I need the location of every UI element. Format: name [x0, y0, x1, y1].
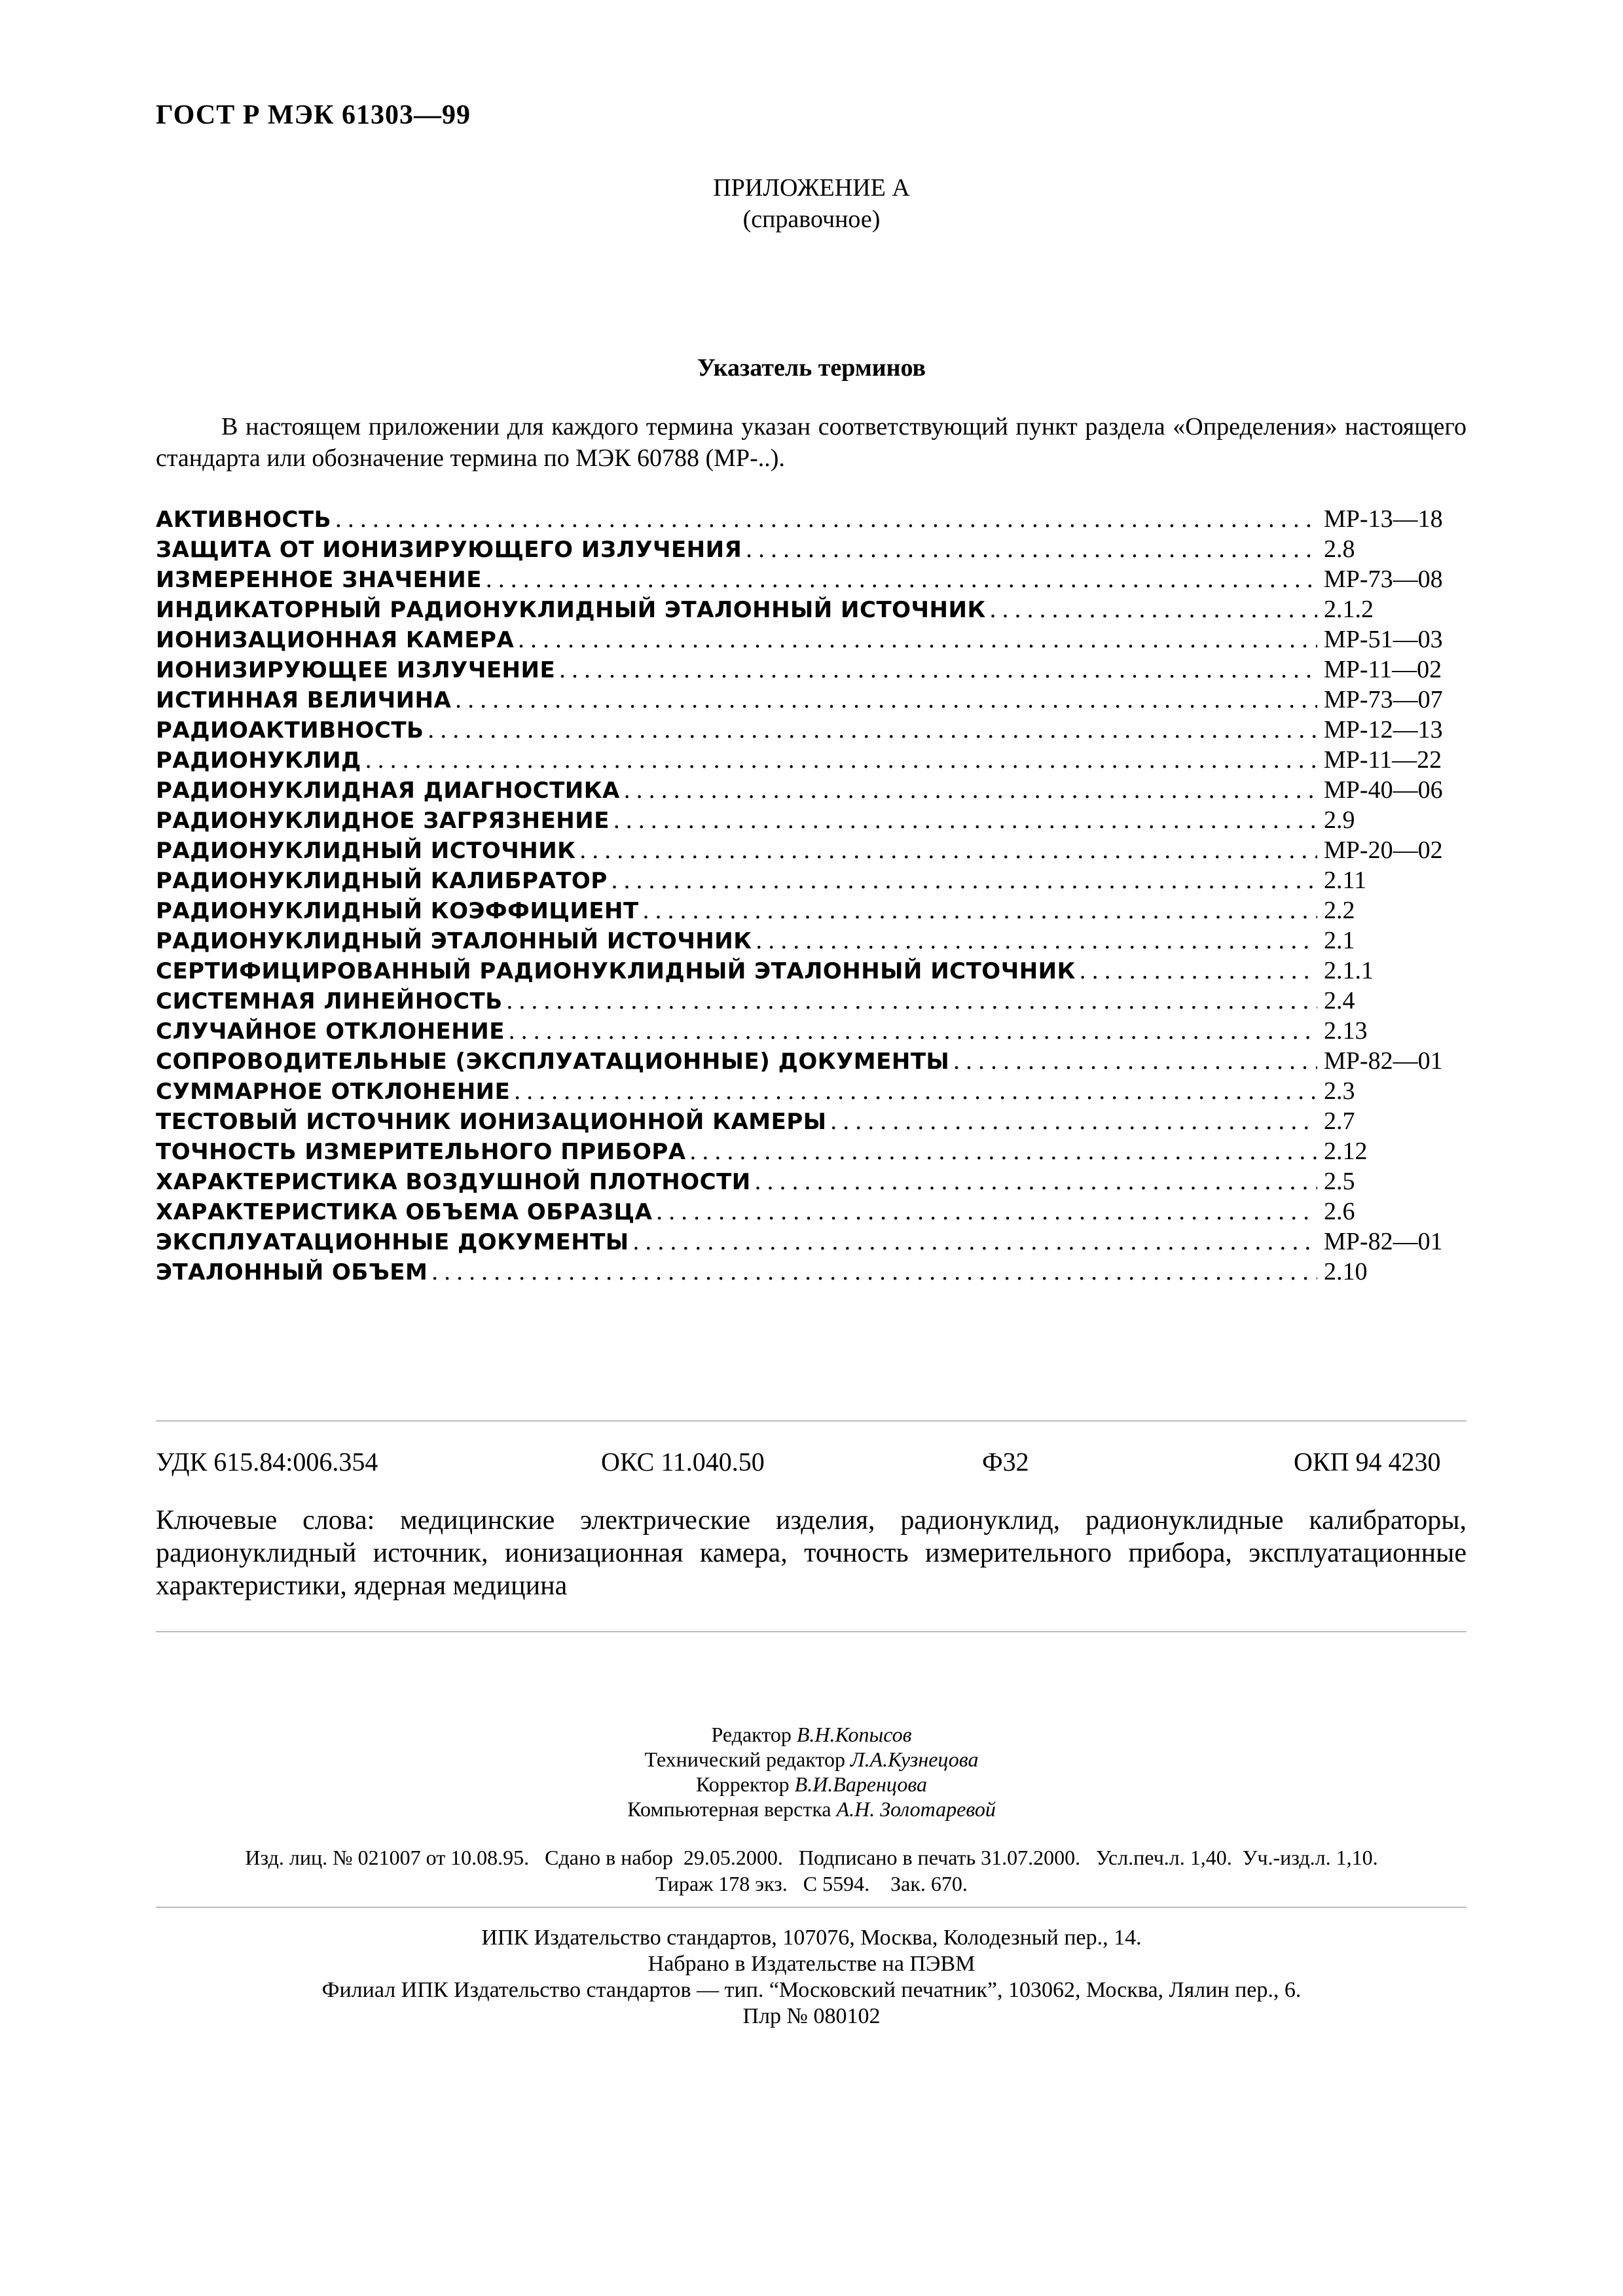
term-reference: МР-40—06 — [1324, 776, 1443, 804]
annex-title: ПРИЛОЖЕНИЕ А — [713, 174, 910, 202]
okp-code: ОКП 94 4230 — [1294, 1447, 1441, 1477]
dot-leader — [335, 504, 1317, 534]
dot-leader — [1080, 956, 1317, 986]
credit-name: А.Н. Золотаревой — [836, 1797, 996, 1821]
dot-leader — [518, 624, 1317, 655]
term-name: ИСТИННАЯ ВЕЛИЧИНА — [156, 687, 452, 713]
term-row — [156, 1076, 1467, 1106]
term-name: ЭКСПЛУАТАЦИОННЫЕ ДОКУМЕНТЫ — [156, 1229, 629, 1255]
term-reference: МР-20—02 — [1324, 836, 1443, 864]
annex-subtitle: (справочное) — [742, 206, 881, 233]
term-reference: МР-73—08 — [1324, 565, 1443, 593]
term-reference: 2.12 — [1324, 1138, 1368, 1165]
term-reference: 2.1.2 — [1324, 596, 1374, 623]
dot-leader — [455, 685, 1317, 715]
term-row — [156, 865, 1467, 895]
dot-leader — [365, 745, 1317, 775]
dot-leader — [507, 986, 1317, 1016]
term-row — [156, 1166, 1467, 1196]
credit-label: Редактор — [711, 1723, 792, 1746]
term-name: ИОНИЗАЦИОННАЯ КАМЕРА — [156, 627, 515, 653]
term-reference: 2.13 — [1324, 1017, 1368, 1045]
keywords: Ключевые слова: медицинские электрические изделия, радионуклид, радионуклидные калибраторы, радионуклидный источник, ионизационная камера, точность измерительного прибора, эксплуатационные характеристики, ядерная медицина — [156, 1505, 1467, 1601]
term-row — [156, 956, 1467, 986]
term-row — [156, 775, 1467, 805]
dot-leader — [624, 775, 1317, 805]
term-name: ЗАЩИТА ОТ ИОНИЗИРУЮЩЕГО ИЗЛУЧЕНИЯ — [156, 537, 742, 563]
credit-layout — [0, 1797, 1623, 1821]
dot-leader — [643, 895, 1317, 925]
term-row — [156, 534, 1467, 564]
term-row — [156, 1016, 1467, 1046]
term-name: РАДИОНУКЛИДНЫЙ ИСТОЧНИК — [156, 838, 576, 864]
term-name: ИЗМЕРЕННОЕ ЗНАЧЕНИЕ — [156, 567, 482, 593]
term-row — [156, 1196, 1467, 1227]
dot-leader — [633, 1227, 1317, 1257]
term-name: РАДИОНУКЛИДНЫЙ КОЭФФИЦИЕНТ — [156, 898, 639, 924]
term-name: РАДИОНУКЛИД — [156, 747, 361, 774]
imprint-line-2: Тираж 178 экз. С 5594. Зак. 670. — [655, 1872, 968, 1895]
term-name: СУММАРНОЕ ОТКЛОНЕНИЕ — [156, 1079, 511, 1105]
dot-leader — [579, 835, 1317, 865]
dot-leader — [746, 534, 1317, 564]
dot-leader — [559, 655, 1317, 685]
divider — [156, 1631, 1467, 1632]
term-reference: 2.1 — [1324, 927, 1355, 954]
imprint-line-1: Изд. лиц. № 021007 от 10.08.95. Сдано в набор 29.05.2000. Подписано в печать 31.07.2000. Усл.печ.л. 1,40. Уч.-изд.л. 1,10. — [245, 1846, 1378, 1869]
term-row — [156, 895, 1467, 925]
footer-line-2: Набрано в Издательстве на ПЭВМ — [647, 1952, 976, 1976]
term-reference: 2.3 — [1324, 1077, 1355, 1105]
terms-list — [156, 504, 1467, 1287]
term-row — [156, 564, 1467, 594]
term-name: РАДИОНУКЛИДНЫЙ КАЛИБРАТОР — [156, 868, 608, 894]
term-reference: 2.6 — [1324, 1198, 1355, 1225]
term-name: РАДИОАКТИВНОСТЬ — [156, 717, 424, 744]
index-intro-text: В настоящем приложении для каждого термина указан соответствующий пункт раздела «Определения» настоящего стандарта или обозначение термина по МЭК 60788 (МР-..). — [156, 413, 1467, 472]
credit-label: Технический редактор — [644, 1748, 845, 1771]
term-name: СЛУЧАЙНОЕ ОТКЛОНЕНИЕ — [156, 1018, 505, 1045]
term-row — [156, 925, 1467, 956]
term-reference: 2.11 — [1324, 867, 1367, 894]
oks-code: ОКС 11.040.50 — [601, 1447, 765, 1477]
term-name: СЕРТИФИЦИРОВАННЫЙ РАДИОНУКЛИДНЫЙ ЭТАЛОННЫЙ ИСТОЧНИК — [156, 958, 1076, 984]
term-name: СИСТЕМНАЯ ЛИНЕЙНОСТЬ — [156, 988, 503, 1014]
term-reference: МР-73—07 — [1324, 686, 1443, 713]
dot-leader — [756, 925, 1318, 956]
term-reference: МР-13—18 — [1324, 505, 1443, 533]
index-title: Указатель терминов — [697, 354, 926, 382]
dot-leader — [690, 1136, 1317, 1166]
term-reference: 2.4 — [1324, 987, 1355, 1014]
credit-corrector — [0, 1772, 1623, 1797]
classifier-code: Ф32 — [982, 1447, 1029, 1477]
term-name: РАДИОНУКЛИДНОЕ ЗАГРЯЗНЕНИЕ — [156, 808, 610, 834]
dot-leader — [486, 564, 1317, 594]
term-reference: 2.2 — [1324, 897, 1355, 924]
term-row — [156, 624, 1467, 655]
term-row — [156, 1136, 1467, 1166]
term-name: ХАРАКТЕРИСТИКА ОБЪЕМА ОБРАЗЦА — [156, 1199, 653, 1225]
term-name: СОПРОВОДИТЕЛЬНЫЕ (ЭКСПЛУАТАЦИОННЫЕ) ДОКУМЕНТЫ — [156, 1049, 950, 1075]
term-row — [156, 655, 1467, 685]
term-name: АКТИВНОСТЬ — [156, 507, 332, 533]
index-intro — [156, 411, 1467, 474]
term-row — [156, 1257, 1467, 1287]
term-reference: МР-51—03 — [1324, 626, 1443, 653]
dot-leader — [509, 1016, 1317, 1046]
credit-name: В.Н.Копысов — [796, 1723, 912, 1746]
credit-tech-editor — [0, 1748, 1623, 1772]
dot-leader — [830, 1106, 1317, 1136]
term-row — [156, 594, 1467, 624]
term-row — [156, 685, 1467, 715]
standard-header: ГОСТ Р МЭК 61303—99 — [156, 100, 471, 130]
term-row — [156, 1227, 1467, 1257]
dot-leader — [755, 1166, 1317, 1196]
credit-label: Компьютерная верстка — [627, 1797, 831, 1821]
term-reference: 2.1.1 — [1324, 957, 1374, 984]
credit-label: Корректор — [696, 1772, 790, 1796]
term-row — [156, 835, 1467, 865]
dot-leader — [514, 1076, 1317, 1106]
udk-code: УДК 615.84:006.354 — [156, 1447, 378, 1477]
term-row — [156, 986, 1467, 1016]
term-row — [156, 504, 1467, 534]
dot-leader — [428, 715, 1317, 745]
divider — [156, 1420, 1467, 1422]
term-reference: 2.7 — [1324, 1107, 1355, 1135]
dot-leader — [611, 865, 1317, 895]
credit-editor — [0, 1723, 1623, 1747]
term-reference: МР-11—22 — [1324, 746, 1442, 774]
term-row — [156, 1046, 1467, 1076]
term-row — [156, 745, 1467, 775]
footer-line-1: ИПК Издательство стандартов, 107076, Москва, Колодезный пер., 14. — [481, 1926, 1142, 1950]
footer-line-4: Плр № 080102 — [742, 2004, 881, 2028]
dot-leader — [431, 1257, 1317, 1287]
term-reference: МР-12—13 — [1324, 716, 1443, 744]
credit-name: Л.А.Кузнецова — [850, 1748, 979, 1771]
term-reference: МР-82—01 — [1324, 1228, 1443, 1255]
term-name: ИНДИКАТОРНЫЙ РАДИОНУКЛИДНЫЙ ЭТАЛОННЫЙ ИСТОЧНИК — [156, 597, 986, 623]
term-reference: МР-82—01 — [1324, 1047, 1443, 1075]
term-name: ТОЧНОСТЬ ИЗМЕРИТЕЛЬНОГО ПРИБОРА — [156, 1139, 686, 1165]
dot-leader — [656, 1196, 1317, 1227]
dot-leader — [990, 594, 1317, 624]
term-row — [156, 1106, 1467, 1136]
term-name: РАДИОНУКЛИДНЫЙ ЭТАЛОННЫЙ ИСТОЧНИК — [156, 928, 752, 954]
term-name: РАДИОНУКЛИДНАЯ ДИАГНОСТИКА — [156, 778, 620, 804]
term-reference: 2.8 — [1324, 535, 1355, 563]
divider — [156, 1907, 1467, 1908]
term-row — [156, 805, 1467, 835]
term-reference: 2.5 — [1324, 1168, 1355, 1195]
term-reference: МР-11—02 — [1324, 656, 1442, 683]
term-reference: 2.10 — [1324, 1258, 1368, 1285]
term-name: ХАРАКТЕРИСТИКА ВОЗДУШНОЙ ПЛОТНОСТИ — [156, 1169, 751, 1195]
dot-leader — [953, 1046, 1317, 1076]
term-reference: 2.9 — [1324, 806, 1355, 834]
term-name: ТЕСТОВЫЙ ИСТОЧНИК ИОНИЗАЦИОННОЙ КАМЕРЫ — [156, 1109, 827, 1135]
footer-line-3: Филиал ИПК Издательство стандартов — тип. “Московский печатник”, 103062, Москва, Лялин пер., 6. — [321, 1978, 1302, 2002]
credit-name: В.И.Варенцова — [794, 1772, 927, 1796]
dot-leader — [613, 805, 1317, 835]
term-name: ИОНИЗИРУЮЩЕЕ ИЗЛУЧЕНИЕ — [156, 657, 556, 683]
term-name: ЭТАЛОННЫЙ ОБЪЕМ — [156, 1259, 428, 1285]
term-row — [156, 715, 1467, 745]
